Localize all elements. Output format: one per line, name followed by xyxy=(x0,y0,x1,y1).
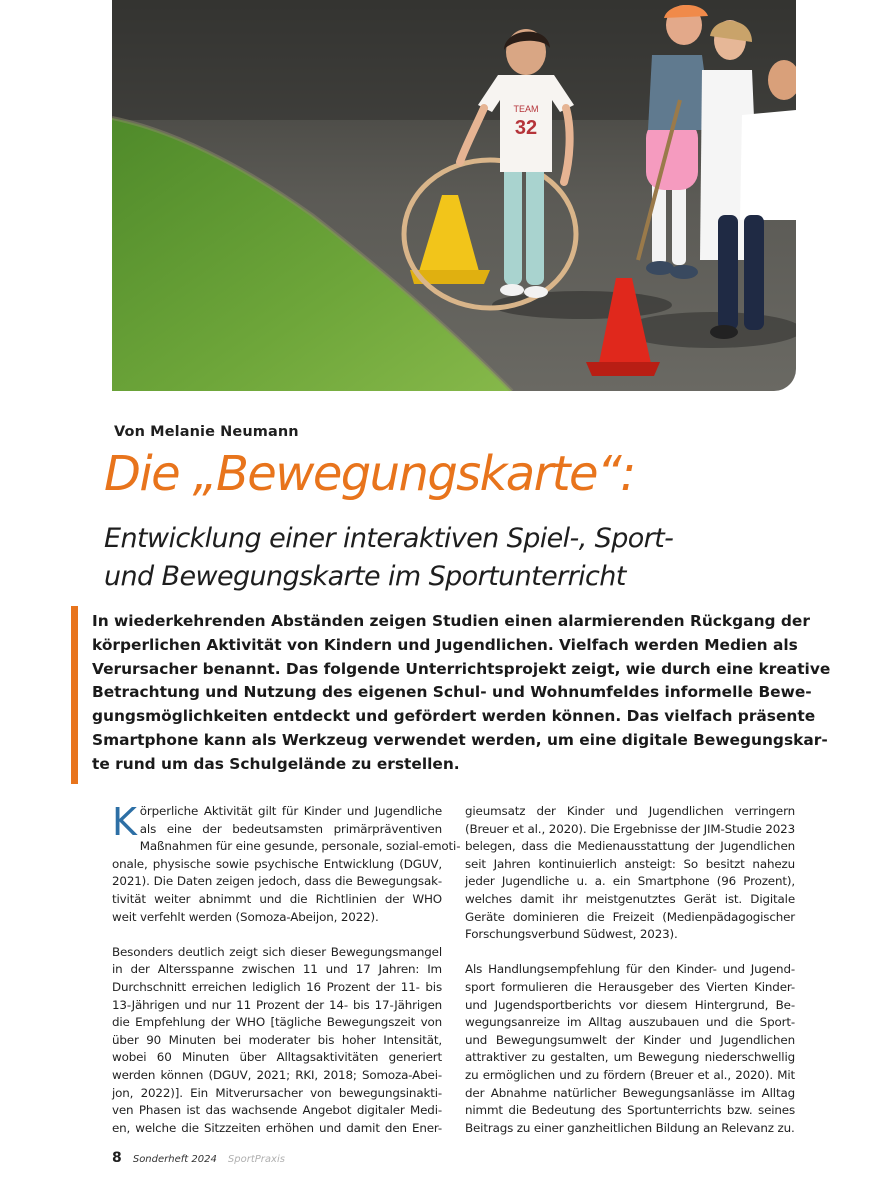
body-line: nimmt die Bedeutung des Sportunterrichts bzw. seines xyxy=(465,1103,795,1118)
lead-paragraph xyxy=(92,610,831,777)
body-line: seit Jahren kontinuierlich ansteigt: So besitzt nahezu xyxy=(465,856,795,871)
lead-line: körperlichen Aktivität von Kindern und Jugendlichen. Vielfach werden Medien als xyxy=(92,635,798,654)
svg-text:32: 32 xyxy=(514,117,538,139)
body-line: tivität weiter abnimmt und die Richtlinien der WHO xyxy=(112,891,442,906)
body-line: jeder Jugendliche u. a. ein Smartphone (96 Prozent), xyxy=(465,874,795,889)
page-number: 8 xyxy=(112,1150,122,1166)
body-paragraph xyxy=(112,800,461,926)
magazine-name: SportPraxis xyxy=(227,1154,285,1165)
body-line: 2021). Die Daten zeigen jedoch, dass die Bewegungsak- xyxy=(112,874,442,889)
body-line: jon, 2022)]. Ein Mitverursacher von bewegungsinakti- xyxy=(112,1085,442,1100)
issue-label: Sonderheft 2024 xyxy=(132,1154,217,1165)
body-line: über 90 Minuten bei moderater bis hoher Intensität, xyxy=(112,1032,442,1047)
lead-accent-bar xyxy=(71,606,78,784)
body-line: (Breuer et al., 2020). Die Ergebnisse der JIM-Studie 2023 xyxy=(465,821,795,836)
body-line: sport formulieren die Herausgeber des Vierten Kinder- xyxy=(465,979,795,994)
subtitle-line: Entwicklung einer interaktiven Spiel-, Sport- xyxy=(104,523,674,554)
body-line: wobei 60 Minuten über Alltagsaktivitäten generiert xyxy=(112,1050,442,1065)
lead-line: Betrachtung und Nutzung des eigenen Schul- und Wohnumfeldes informelle Bewe- xyxy=(92,683,812,702)
article-title: Die „Bewegungskarte“: xyxy=(104,446,635,502)
body-line: und Jugendsportberichts vor diesem Hintergrund, Be- xyxy=(465,997,795,1012)
lead-line: In wiederkehrenden Abständen zeigen Studien einen alarmierenden Rückgang der xyxy=(92,612,810,630)
body-line: als eine der bedeutsamsten primärpräventiven xyxy=(139,821,442,836)
body-line: zu ermöglichen und zu fördern (Breuer et al., 2020). Mit xyxy=(465,1067,795,1082)
body-line: ven Phasen ist das wachsende Angebot digitaler Medi- xyxy=(112,1103,442,1118)
body-line: welches damit ihr meistgenutztes Gerät ist. Digitale xyxy=(465,891,795,906)
body-line: Durchschnitt erreichen lediglich 16 Prozent der 11- bis xyxy=(112,979,442,994)
body-line: onale, physische sowie psychische Entwicklung (DGUV, xyxy=(112,856,442,871)
body-line: Maßnahmen für eine gesunde, personale, sozial-emoti- xyxy=(139,839,461,854)
body-line: en, welche die Sitzzeiten erhöhen und damit den Ener- xyxy=(112,1120,442,1135)
lead-line: te rund um das Schulgelände zu erstellen. xyxy=(92,754,460,773)
hero-photo-illustration xyxy=(112,0,796,391)
lead-line: Verursacher benannt. Das folgende Unterrichtsprojekt zeigt, wie durch eine kreative xyxy=(92,659,831,678)
body-line: werden können (DGUV, 2021; RKI, 2018; Somoza-Abei- xyxy=(112,1067,442,1082)
lead-line: Smartphone kann als Werkzeug verwendet werden, um eine digitale Bewegungskar- xyxy=(92,730,828,749)
body-line: Forschungsverbund Südwest, 2023). xyxy=(465,927,678,942)
body-line: belegen, dass die Medienausstattung der Jugendlichen xyxy=(465,839,795,854)
body-line: Beitrags zu einer ganzheitlichen Bildung an Relevanz zu. xyxy=(465,1120,795,1135)
body-paragraph xyxy=(465,803,795,944)
body-paragraph xyxy=(112,944,442,1138)
body-line: der Abnahme natürlicher Bewegungsanlässe im Alltag xyxy=(465,1085,795,1100)
body-line: örperliche Aktivität gilt für Kinder und Jugendliche xyxy=(139,804,442,818)
body-paragraph xyxy=(465,961,795,1137)
body-line: Geräte dominieren die Freizeit (Medienpädagogischer xyxy=(465,909,795,924)
lead-line: gungsmöglichkeiten entdeckt und gefördert werden können. Das vielfach präsente xyxy=(92,707,816,726)
body-line: wegungsanreize im Alltag auszubauen und die Sport- xyxy=(465,1015,795,1030)
body-line: gieumsatz der Kinder und Jugendlichen verringern xyxy=(465,804,795,818)
drop-cap: K xyxy=(112,800,137,844)
body-line: Als Handlungsempfehlung für den Kinder- und Jugend- xyxy=(465,962,795,977)
body-line: weit verfehlt werden (Somoza-Abeijon, 2022). xyxy=(112,909,379,924)
body-line: 13-Jährigen und nur 11 Prozent der 14- bis 17-Jährigen xyxy=(112,997,442,1012)
article-subtitle xyxy=(104,520,673,596)
subtitle-line: und Bewegungskarte im Sportunterricht xyxy=(104,561,626,592)
body-line: in der Altersspanne zwischen 11 und 17 Jahren: Im xyxy=(112,962,442,977)
body-column-left xyxy=(112,800,461,1137)
body-line: die Empfehlung der WHO [tägliche Bewegungszeit von xyxy=(112,1015,442,1030)
hero-photo xyxy=(112,0,796,391)
byline: Von Melanie Neumann xyxy=(114,424,299,440)
page-footer xyxy=(112,1147,285,1166)
svg-text:TEAM: TEAM xyxy=(513,104,539,114)
body-line: Besonders deutlich zeigt sich dieser Bewegungsmangel xyxy=(112,944,442,959)
body-line: attraktiver zu gestalten, um Bewegung niederschwellig xyxy=(465,1050,795,1065)
body-line: und Bewegungsumwelt der Kinder und Jugendlichen xyxy=(465,1032,795,1047)
body-column-right xyxy=(465,803,795,1137)
